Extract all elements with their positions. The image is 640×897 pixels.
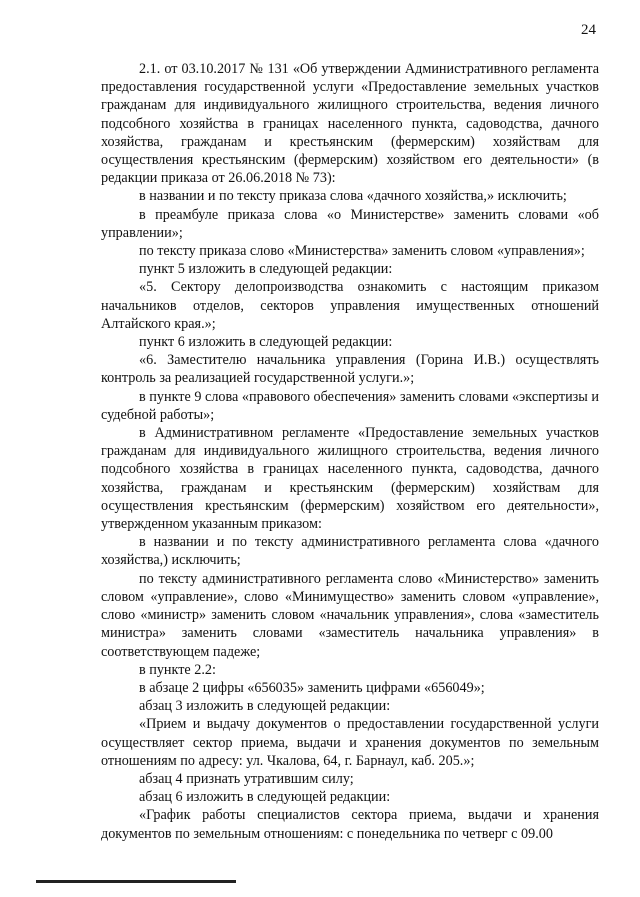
bottom-rule (36, 880, 236, 883)
paragraph: 2.1. от 03.10.2017 № 131 «Об утверждении Административного регламента предоставления государственной услуги «Предоставление земельных участков гражданам для индивидуального жилищного строительства, ведения личного подсобного хозяйства в границах населенного пункта, садоводства, дачного хозяйства, гражданам и крестьянским (фермерским) хозяйствам для осуществления крестьянским (фермерским) хозяйством его деятельности» (в редакции приказа от 26.06.2018 № 73): (101, 61, 599, 187)
paragraph: «График работы специалистов сектора приема, выдачи и хранения документов по земельным отношениям: с понедельника по четверг с 09.00 (101, 807, 599, 842)
paragraph: в названии и по тексту административного регламента слова «дачного хозяйства,) исключить; (101, 534, 599, 569)
paragraph: абзац 3 изложить в следующей редакции: (139, 698, 391, 715)
paragraph: «6. Заместителю начальника управления (Горина И.В.) осуществлять контроль за реализацией государственной услуги.»; (101, 352, 599, 387)
paragraph: по тексту приказа слово «Министерства» заменить словом «управления»; (139, 243, 585, 260)
paragraph: в абзаце 2 цифры «656035» заменить цифрами «656049»; (139, 679, 485, 696)
paragraph: по тексту административного регламента слово «Министерство» заменить словом «управление», слово «Минимущество» заменить словом «управление», слово «министр» заменить словом «начальник управления», слова «заместитель министра» заменить словами «заместитель начальника управления» в соответствующем падеже; (101, 570, 599, 660)
paragraph: в названии и по тексту приказа слова «дачного хозяйства,» исключить; (139, 188, 567, 205)
paragraph: «5. Сектору делопроизводства ознакомить с настоящим приказом начальников отделов, секторов управления имущественных отношений Алтайского края.»; (101, 279, 599, 332)
paragraph: в пункте 2.2: (139, 661, 216, 678)
paragraph: в Административном регламенте «Предоставление земельных участков гражданам для индивидуального жилищного строительства, ведения личного подсобного хозяйства в границах населенного пункта, садоводства, дачного хозяйства, гражданам и крестьянским (фермерским) хозяйствам для осуществления крестьянским (фермерским) хозяйством его деятельности», утвержденном указанным приказом: (101, 425, 599, 533)
paragraph: абзац 4 признать утратившим силу; (139, 770, 354, 787)
paragraph: пункт 5 изложить в следующей редакции: (139, 261, 393, 278)
paragraph: абзац 6 изложить в следующей редакции: (139, 789, 391, 806)
document-body (101, 60, 599, 843)
paragraph: в преамбуле приказа слова «о Министерстве» заменить словами «об управлении»; (101, 206, 599, 241)
paragraph: в пункте 9 слова «правового обеспечения» заменить словами «экспертизы и судебной работы»; (101, 388, 599, 423)
paragraph: пункт 6 изложить в следующей редакции: (139, 334, 393, 351)
paragraph: «Прием и выдачу документов о предоставлении государственной услуги осуществляет сектор приема, выдачи и хранения документов по земельным отношениям по адресу: ул. Чкалова, 64, г. Барнаул, каб. 205.»; (101, 716, 599, 769)
page-number: 24 (581, 22, 596, 38)
